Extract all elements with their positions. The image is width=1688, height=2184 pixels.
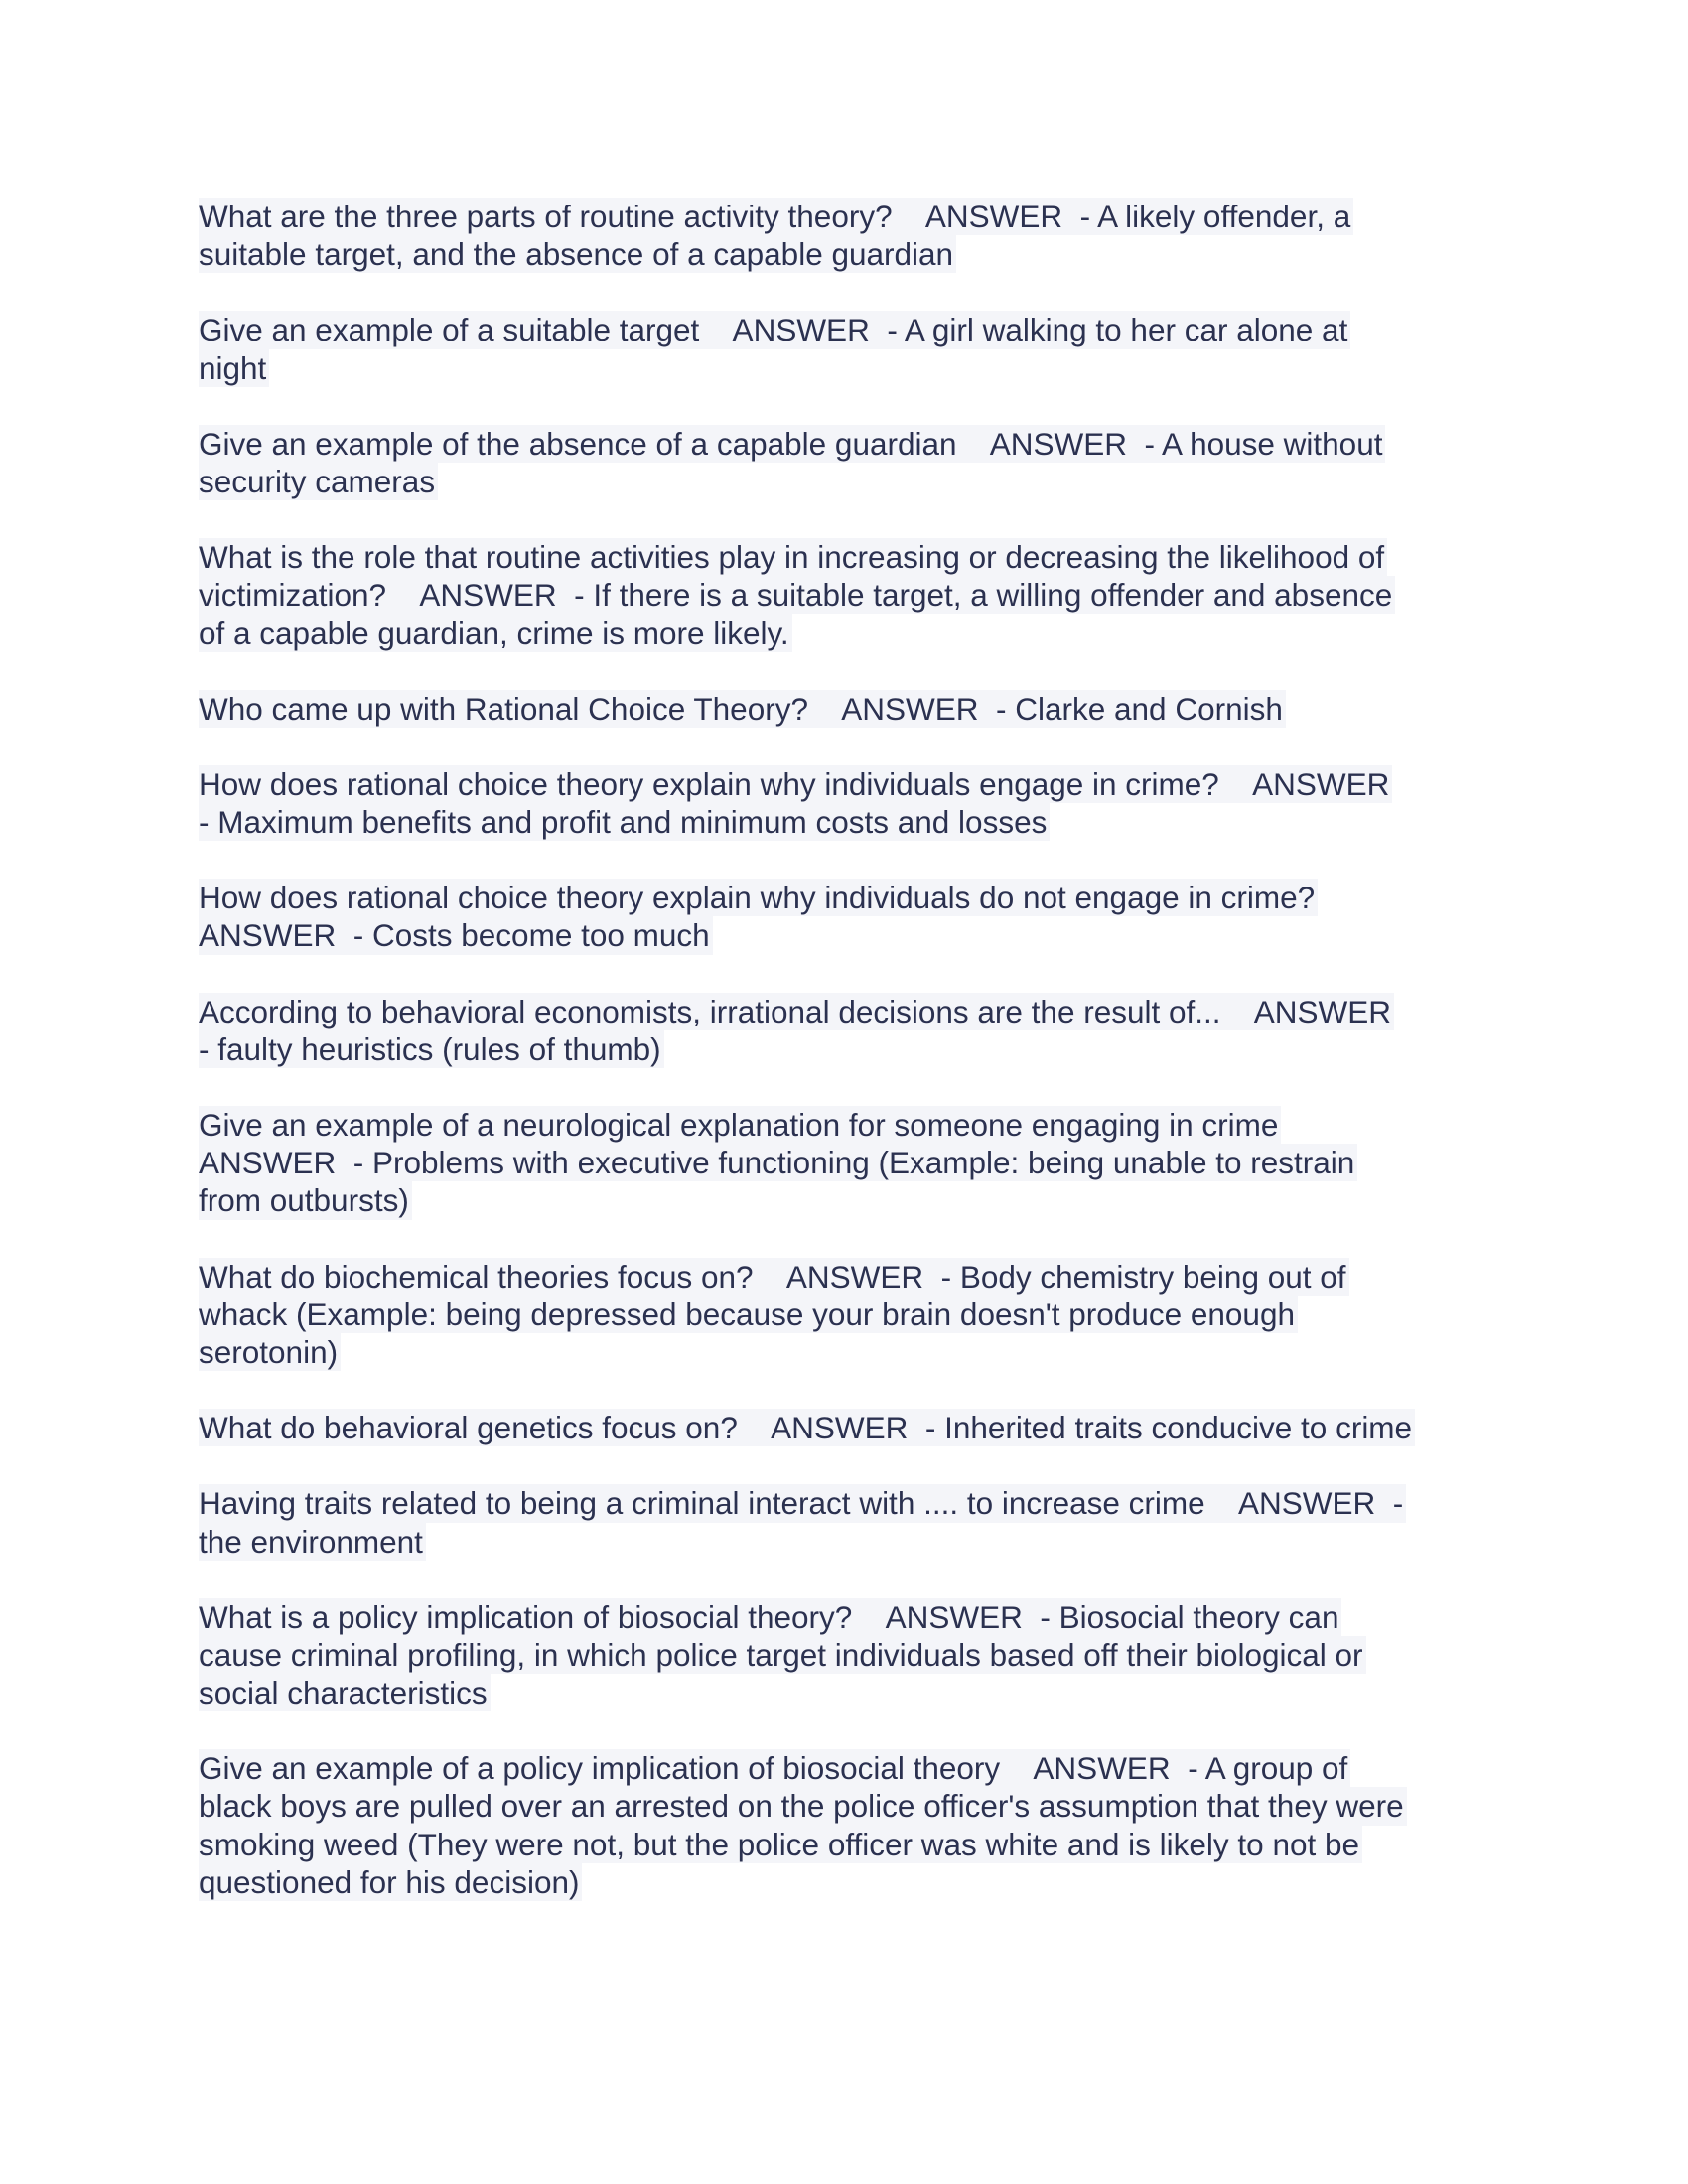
qa-item xyxy=(199,1409,1489,1446)
question-answer-text: ANSWER - Costs become too much xyxy=(199,916,713,954)
text-line xyxy=(199,1030,1489,1068)
qa-item xyxy=(199,425,1489,500)
question-answer-text: serotonin) xyxy=(199,1333,341,1371)
text-line xyxy=(199,349,1489,387)
text-line xyxy=(199,538,1489,576)
qa-item xyxy=(199,198,1489,273)
question-answer-text: What are the three parts of routine activity theory? ANSWER - A likely offender, a xyxy=(199,198,1353,235)
question-answer-text: security cameras xyxy=(199,463,438,500)
question-answer-text: Give an example of a suitable target ANSWER - A girl walking to her car alone at xyxy=(199,311,1350,348)
question-answer-text: What is a policy implication of biosocial theory? ANSWER - Biosocial theory can xyxy=(199,1598,1341,1636)
text-line xyxy=(199,1181,1489,1219)
text-line xyxy=(199,1787,1489,1825)
text-line xyxy=(199,576,1489,614)
text-line xyxy=(199,425,1489,463)
question-answer-text: Having traits related to being a criminal interact with .... to increase crime ANSWER - xyxy=(199,1484,1406,1522)
question-answer-text: What do behavioral genetics focus on? ANSWER - Inherited traits conducive to crime xyxy=(199,1409,1415,1446)
text-line xyxy=(199,1484,1489,1522)
question-answer-text: Who came up with Rational Choice Theory? ANSWER - Clarke and Cornish xyxy=(199,690,1286,728)
text-line xyxy=(199,1106,1489,1144)
text-line xyxy=(199,1636,1489,1674)
question-answer-text: smoking weed (They were not, but the police officer was white and is likely to not be xyxy=(199,1826,1362,1863)
text-line xyxy=(199,1863,1489,1901)
question-answer-text: night xyxy=(199,349,269,387)
qa-item xyxy=(199,690,1489,728)
qa-item xyxy=(199,311,1489,386)
qa-item xyxy=(199,765,1489,841)
question-answer-text: of a capable guardian, crime is more likely. xyxy=(199,614,792,652)
qa-item xyxy=(199,1749,1489,1901)
question-answer-text: the environment xyxy=(199,1523,426,1561)
question-answer-text: How does rational choice theory explain why individuals engage in crime? ANSWER xyxy=(199,765,1392,803)
question-answer-text: Give an example of the absence of a capable guardian ANSWER - A house without xyxy=(199,425,1385,463)
question-answer-text: social characteristics xyxy=(199,1674,491,1711)
qa-item xyxy=(199,993,1489,1068)
question-answer-text: What is the role that routine activities play in increasing or decreasing the likelihood of xyxy=(199,538,1387,576)
text-line xyxy=(199,1674,1489,1711)
question-answer-text: black boys are pulled over an arrested on the police officer's assumption that they were xyxy=(199,1787,1407,1825)
text-line xyxy=(199,235,1489,273)
question-answer-text: from outbursts) xyxy=(199,1181,412,1219)
text-line xyxy=(199,1409,1489,1446)
qa-item xyxy=(199,1484,1489,1560)
question-answer-text: ANSWER - Problems with executive functioning (Example: being unable to restrain xyxy=(199,1144,1357,1181)
qa-item xyxy=(199,538,1489,652)
question-answer-text: Give an example of a neurological explanation for someone engaging in crime xyxy=(199,1106,1281,1144)
text-line xyxy=(199,198,1489,235)
qa-item xyxy=(199,879,1489,954)
text-line xyxy=(199,1296,1489,1333)
text-line xyxy=(199,1523,1489,1561)
text-line xyxy=(199,916,1489,954)
text-line xyxy=(199,1333,1489,1371)
text-line xyxy=(199,614,1489,652)
question-answer-text: cause criminal profiling, in which police target individuals based off their biological or xyxy=(199,1636,1366,1674)
qa-item xyxy=(199,1106,1489,1220)
question-answer-text: whack (Example: being depressed because your brain doesn't produce enough xyxy=(199,1296,1298,1333)
qa-item xyxy=(199,1258,1489,1372)
question-answer-text: questioned for his decision) xyxy=(199,1863,582,1901)
text-line xyxy=(199,993,1489,1030)
text-line xyxy=(199,765,1489,803)
text-line xyxy=(199,1749,1489,1787)
text-line xyxy=(199,311,1489,348)
question-answer-text: According to behavioral economists, irrational decisions are the result of... ANSWER xyxy=(199,993,1394,1030)
text-line xyxy=(199,803,1489,841)
qa-item xyxy=(199,1598,1489,1712)
text-line xyxy=(199,690,1489,728)
question-answer-text: suitable target, and the absence of a capable guardian xyxy=(199,235,956,273)
text-line xyxy=(199,1144,1489,1181)
document-page xyxy=(199,198,1489,1939)
text-line xyxy=(199,463,1489,500)
question-answer-text: What do biochemical theories focus on? ANSWER - Body chemistry being out of xyxy=(199,1258,1349,1296)
text-line xyxy=(199,1258,1489,1296)
text-line xyxy=(199,1598,1489,1636)
question-answer-text: How does rational choice theory explain why individuals do not engage in crime? xyxy=(199,879,1318,916)
question-answer-text: - faulty heuristics (rules of thumb) xyxy=(199,1030,664,1068)
question-answer-text: victimization? ANSWER - If there is a suitable target, a willing offender and absence xyxy=(199,576,1395,614)
text-line xyxy=(199,879,1489,916)
question-answer-text: Give an example of a policy implication of biosocial theory ANSWER - A group of xyxy=(199,1749,1350,1787)
question-answer-text: - Maximum benefits and profit and minimum costs and losses xyxy=(199,803,1050,841)
text-line xyxy=(199,1826,1489,1863)
